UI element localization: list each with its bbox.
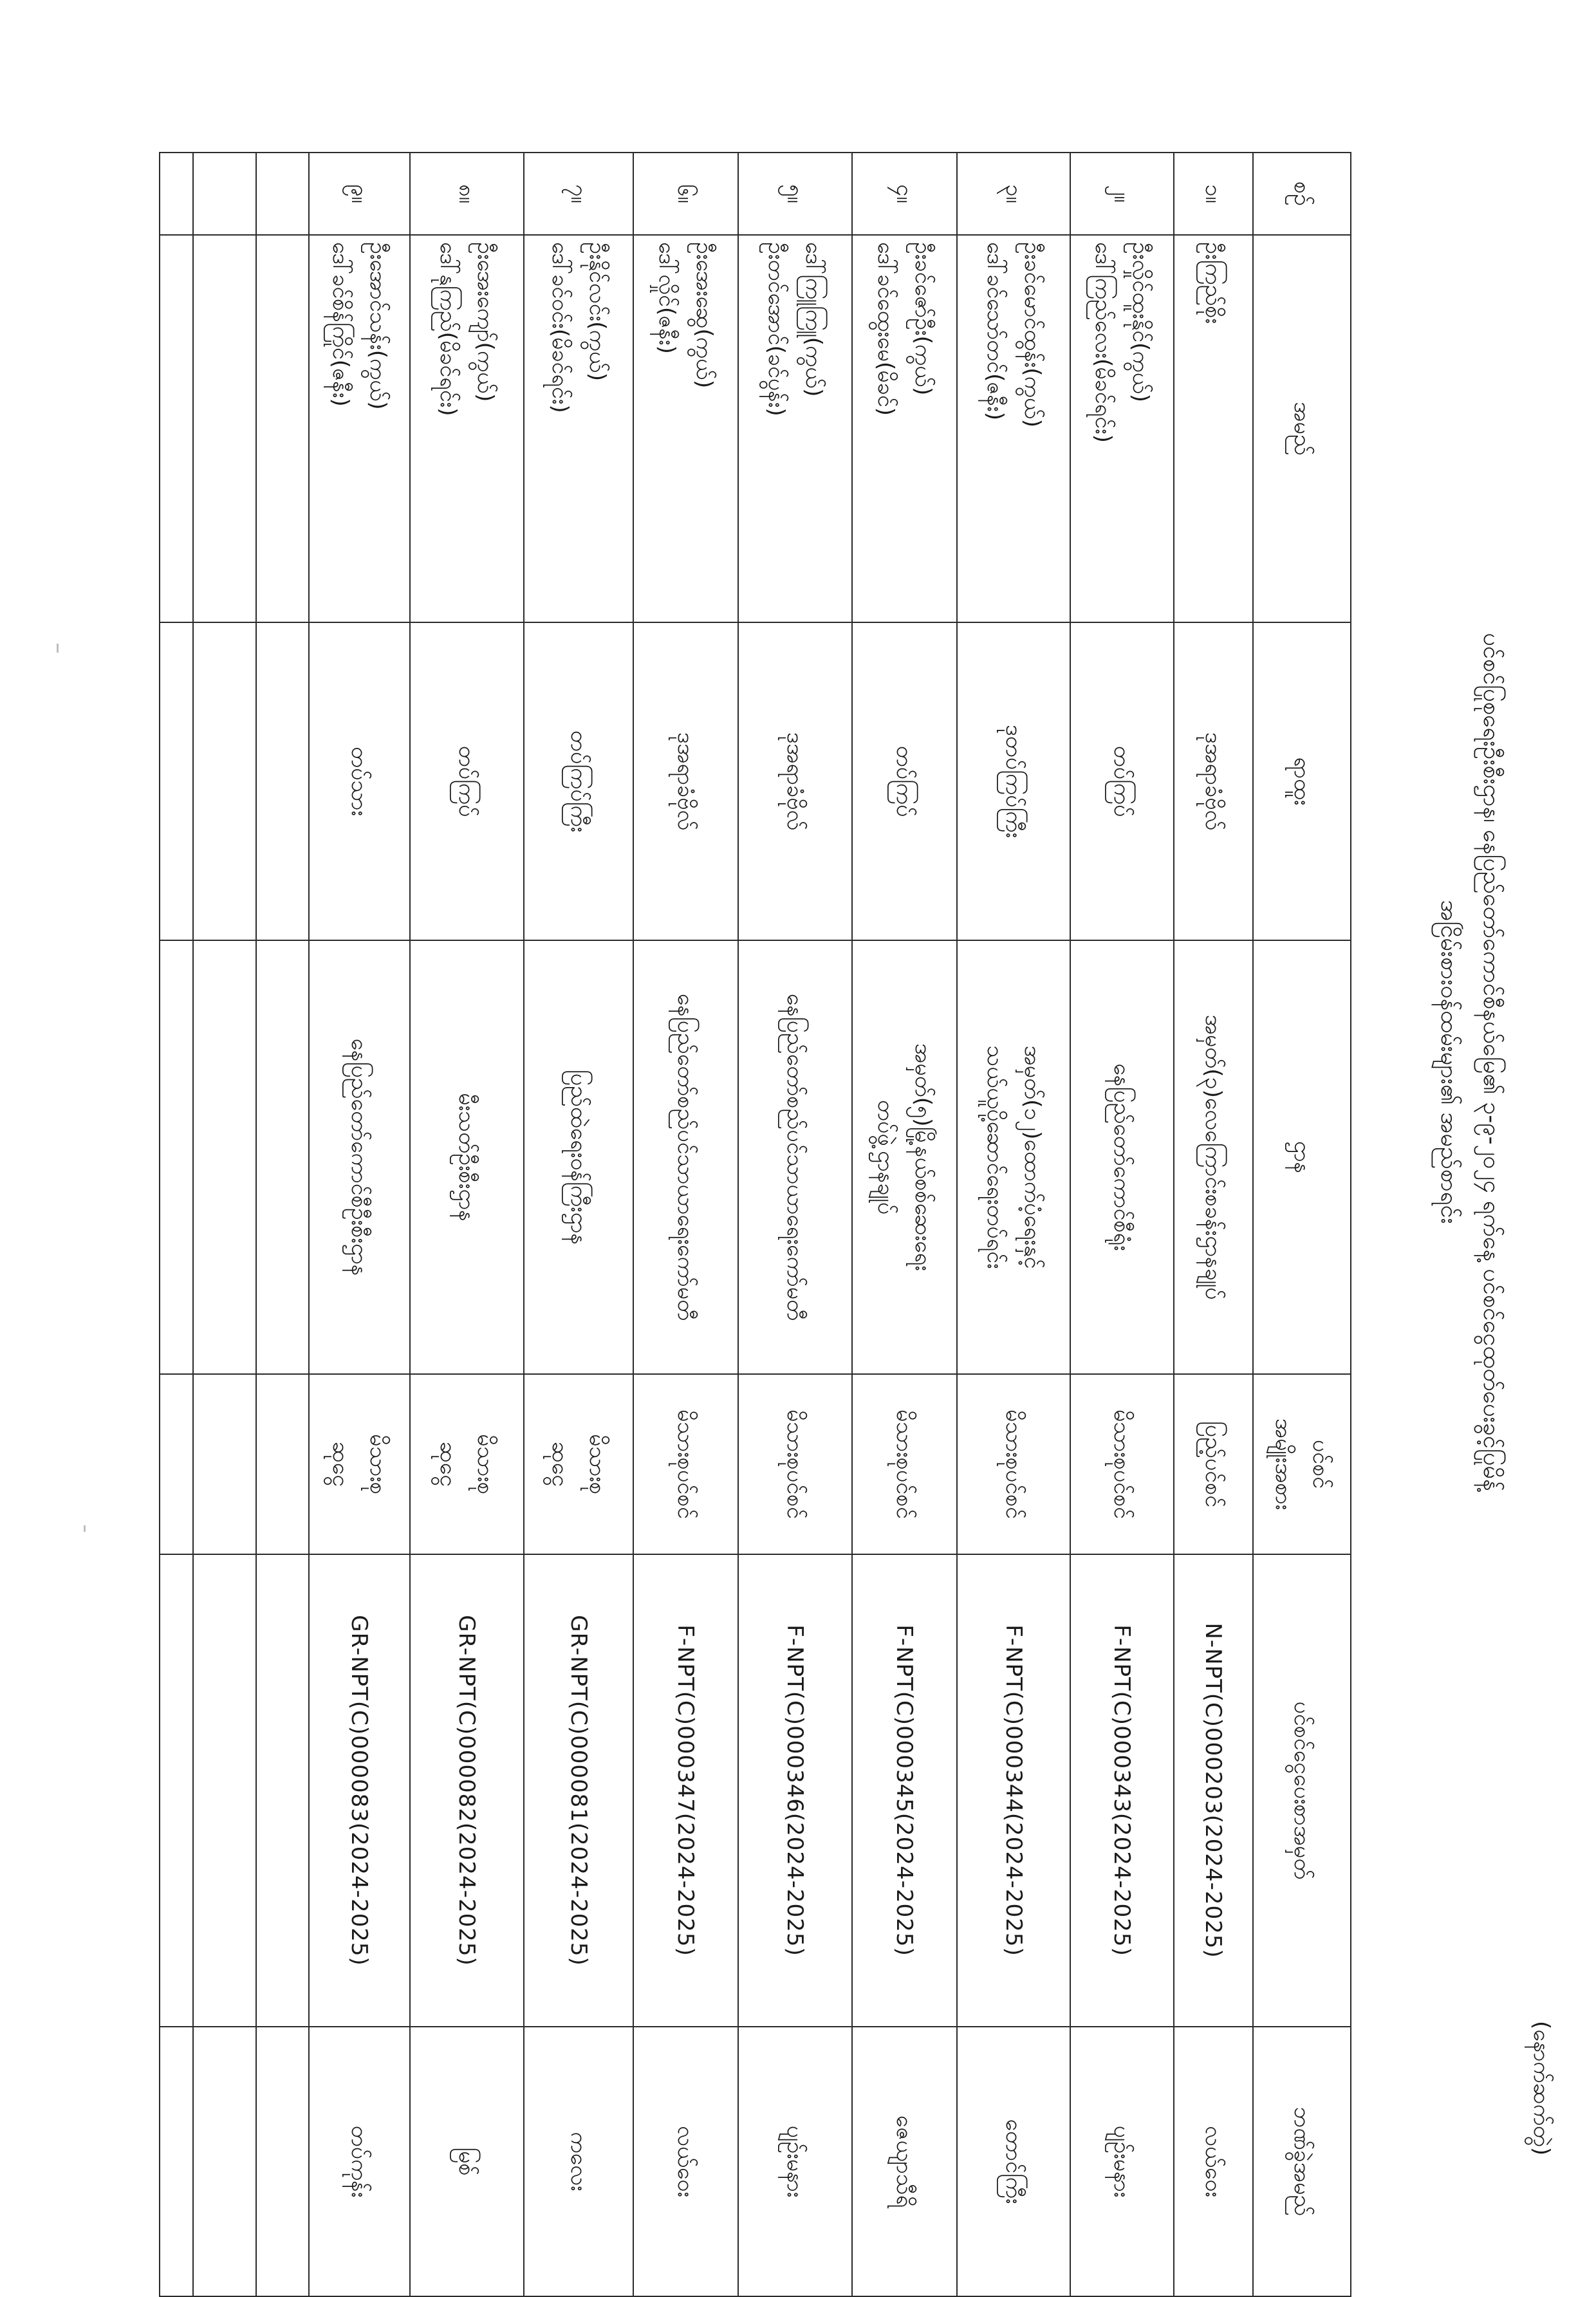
cell-order-number-text: F-NPT(C)000346(2024-2025)	[782, 1624, 808, 1957]
cell-order-number	[309, 1554, 410, 2027]
cell-name	[524, 235, 633, 622]
scan-mark	[57, 644, 59, 653]
cell-name-line-2: ဒေါ်ခင်ဝင်း(မိခင်ရင်း)	[547, 242, 573, 413]
cell-serial-text: ၃။	[1001, 184, 1026, 203]
cell-unit-line-1: အမှတ်(၁၂)ထောက်ပံ့ရေးနှင့်	[1019, 1045, 1045, 1269]
cell-rank	[1070, 622, 1174, 940]
cell-name-line-1: ဦးအေးကျော်(ကွယ်)	[472, 242, 499, 402]
table-row	[1174, 153, 1253, 2296]
cell-pension-type	[738, 1374, 852, 1554]
cell-unit	[738, 940, 852, 1374]
empty-cell	[256, 235, 309, 622]
cell-name	[410, 235, 524, 622]
cell-serial	[852, 153, 957, 235]
cell-name-line-2: ဒေါ်ခင်စိန်ကြိုင်(ဇနီး)	[328, 242, 354, 407]
empty-cell	[193, 153, 256, 235]
table-row	[524, 153, 633, 2296]
pension-table	[159, 152, 1351, 2297]
header-pension-type	[1253, 1374, 1351, 1554]
cell-unit	[309, 940, 410, 1374]
cell-bank	[1070, 2027, 1174, 2296]
cell-unit-line-1: မီးသတ်ဦးစီးဌာန	[454, 1093, 480, 1222]
cell-bank	[309, 2027, 410, 2296]
cell-name	[852, 235, 957, 622]
cell-unit	[1070, 940, 1174, 1374]
empty-cell	[160, 235, 193, 622]
cell-unit-line-1: နေပြည်တော်စည်ပင်သာယာရေးကော်မတီ	[782, 993, 808, 1321]
scan-mark	[84, 1525, 86, 1532]
cell-serial-text: ၇။	[566, 184, 591, 203]
cell-pension-type	[309, 1374, 410, 1554]
cell-serial	[309, 153, 410, 235]
cell-rank-text: တပ်သား	[346, 747, 373, 816]
header-serial: စဉ်	[1253, 153, 1351, 235]
cell-name-line-2: ဦးတင်အောင်(ခင်ပွန်း)	[763, 242, 790, 416]
cell-pension-type	[1070, 1374, 1174, 1554]
cell-unit-line-1: ပြည်ထဲရေးဝန်ကြီးဌာန	[566, 1069, 591, 1245]
cell-unit	[633, 940, 738, 1374]
cell-serial	[524, 153, 633, 235]
cell-unit-line-1: နေပြည်တော်ကောင်စီရုံး	[1109, 1063, 1135, 1251]
annex-label: (နောက်ဆက်တွဲ)	[1528, 2021, 1554, 2156]
cell-bank-text: မြစ်	[454, 2147, 480, 2176]
cell-order-number-text: F-NPT(C)000343(2024-2025)	[1109, 1624, 1135, 1957]
cell-bank-text: ပျဉ်းမနား	[782, 2125, 808, 2198]
cell-serial	[410, 153, 524, 235]
empty-cell	[256, 940, 309, 1374]
cell-serial	[1174, 153, 1253, 235]
empty-cell	[193, 940, 256, 1374]
cell-rank	[633, 622, 738, 940]
empty-row	[193, 153, 256, 2296]
cell-name-line-1: ဦးအောင်သန်း(ကွယ်)	[365, 242, 391, 410]
cell-rank-text: တပ်ကြပ်	[454, 745, 480, 817]
cell-order-number-text: N-NPT(C)000203(2024-2025)	[1200, 1623, 1227, 1958]
cell-serial-text: ၂။	[1109, 185, 1135, 203]
cell-unit	[957, 940, 1070, 1374]
cell-bank	[852, 2027, 957, 2296]
table-row	[1070, 153, 1174, 2296]
cell-bank-text: ဇေယျာသီရိ	[891, 2115, 918, 2208]
empty-cell	[160, 622, 193, 940]
cell-pension-type-line-1: မိသားစုပင်စင်	[673, 1409, 699, 1520]
cell-rank-text: တပ်ကြပ်	[1109, 745, 1135, 817]
header-name: အမည်	[1253, 235, 1351, 622]
header-order-number: ပင်စင်ငွေပေးစာအမှတ်	[1253, 1554, 1351, 2027]
cell-bank-text: လယ်ဝေး	[1200, 2125, 1227, 2198]
cell-order-number	[852, 1554, 957, 2027]
cell-name-line-1: ဦးလှိုင်ထူးနိုင်(ကွယ်)	[1127, 242, 1154, 402]
cell-pension-type	[524, 1374, 633, 1554]
cell-pension-type-line-1: မိသားစုပင်စင်	[1001, 1409, 1026, 1520]
empty-cell	[256, 153, 309, 235]
cell-unit-line-1: နေပြည်တော်ကောင်စီဦးစီးဌာန	[346, 1038, 373, 1276]
table-row	[852, 153, 957, 2296]
cell-name-line-1: ဦးခင်ဇော်ဦး(ကွယ်)	[910, 242, 936, 396]
cell-unit	[524, 940, 633, 1374]
header-unit: ဌာန	[1253, 940, 1351, 1374]
cell-order-number-text: F-NPT(C)000344(2024-2025)	[1001, 1624, 1026, 1957]
document-title	[1427, 579, 1512, 1545]
cell-unit-line-1: အမှတ်(၃)လေကြောင်းစခန်းဌာနချုပ်	[1200, 1014, 1227, 1300]
empty-cell	[160, 1554, 193, 2027]
cell-name	[633, 235, 738, 622]
cell-name	[957, 235, 1070, 622]
table-row	[738, 153, 852, 2296]
cell-pension-type-line-1: မိသားစု	[584, 1433, 610, 1495]
cell-name-line-1: ဦးနိုင်လင်း(ကွယ်)	[584, 242, 610, 382]
cell-unit-line-2: သယ်ယူပို့ဆောင်ရေးတပ်ရင်း	[982, 1045, 1008, 1269]
empty-cell	[193, 622, 256, 940]
cell-order-number	[1070, 1554, 1174, 2027]
cell-name-line-2: ဒေါ်ကြည်လေး(မိခင်ရင်း)	[1090, 242, 1117, 443]
cell-rank	[852, 622, 957, 940]
cell-order-number-text: F-NPT(C)000345(2024-2025)	[891, 1624, 918, 1957]
cell-bank	[410, 2027, 524, 2296]
empty-cell	[193, 1554, 256, 2027]
cell-serial	[957, 153, 1070, 235]
cell-serial	[738, 153, 852, 235]
empty-cell	[256, 2027, 309, 2296]
cell-name	[1174, 235, 1253, 622]
cell-bank	[633, 2027, 738, 2296]
cell-rank	[957, 622, 1070, 940]
empty-cell	[160, 153, 193, 235]
cell-unit	[1174, 940, 1253, 1374]
cell-pension-type-line-1: မိသားစုပင်စင်	[782, 1409, 808, 1520]
cell-rank-text: တပ်ကြပ်	[891, 745, 918, 817]
header-bank: ဘဏ်ခွဲအမည်	[1253, 2027, 1351, 2296]
cell-name	[309, 235, 410, 622]
cell-order-number	[410, 1554, 524, 2027]
cell-order-number-text: F-NPT(C)000347(2024-2025)	[673, 1624, 699, 1957]
cell-rank-text: ဒုအရာခံဗိုလ်	[1200, 732, 1227, 831]
cell-pension-type-line-1: မိသားစုပင်စင်	[891, 1409, 918, 1520]
cell-unit-line-1: အမှတ်(၅)မြို့နယ်စစ်ဆေးရေး	[910, 1043, 936, 1271]
cell-serial-text: ၅။	[782, 184, 808, 203]
cell-pension-type	[410, 1374, 524, 1554]
cell-bank-text: တောင်ကြီး	[1001, 2119, 1026, 2204]
table-row	[633, 153, 738, 2296]
cell-rank-text: တပ်ကြပ်ကြီး	[566, 730, 591, 833]
cell-order-number	[1174, 1554, 1253, 2027]
cell-name-line-1: ဦးကြည်စိုး	[1200, 242, 1227, 324]
empty-row	[256, 153, 309, 2296]
cell-serial-text: ၈။	[454, 184, 480, 203]
cell-bank	[738, 2027, 852, 2296]
table-row	[410, 153, 524, 2296]
cell-unit	[410, 940, 524, 1374]
cell-pension-type	[1174, 1374, 1253, 1554]
cell-serial-text: ၄။	[891, 184, 918, 203]
cell-rank	[410, 622, 524, 940]
table-row	[957, 153, 1070, 2296]
cell-order-number	[633, 1554, 738, 2027]
cell-pension-type-line-1: ပြည့်ပင်စင်	[1200, 1420, 1227, 1508]
cell-bank-text: ပျဉ်းမနား	[1109, 2125, 1135, 2198]
table-row	[309, 153, 410, 2296]
cell-name-line-2: ဒေါ်လှိုင်(ဇနီး)	[654, 242, 680, 354]
cell-name	[1070, 235, 1174, 622]
empty-row	[160, 153, 193, 2296]
empty-cell	[193, 2027, 256, 2296]
cell-rank-text: ဒုအရာခံဗိုလ်	[782, 732, 808, 831]
cell-name-line-1: ဒေါ်ကြူကြူ(ကွယ်)	[801, 242, 827, 397]
title-line-1: ပင်စင်ပြုစုရေးဦးစီးဌာန၊ နေပြည်တော်ကောင်စီနယ်မြေ၏ ၃-၉-၂၀၂၄ ရက်နေ့ ပင်စင်ငွေထုတ်ပေးခွင့်ပြုမိန့်	[1478, 633, 1505, 1491]
cell-rank-text: ဒုအရာခံဗိုလ်	[673, 732, 699, 831]
cell-name-line-2: ဒေါ်နုကြည်(မိခင်ရင်း)	[435, 242, 461, 416]
cell-bank	[957, 2027, 1070, 2296]
cell-name-line-2: ဒေါ်ခင်ထွေးမေ(မိခင်)	[873, 242, 899, 416]
cell-serial	[1070, 153, 1174, 235]
cell-bank	[524, 2027, 633, 2296]
cell-pension-type-line-1: မိသားစု	[472, 1433, 499, 1495]
cell-order-number	[957, 1554, 1070, 2027]
cell-rank	[309, 622, 410, 940]
empty-cell	[160, 940, 193, 1374]
cell-name-line-1: ဦးအေးဆွေ(ကွယ်)	[691, 242, 718, 389]
cell-order-number-text: GR-NPT(C)000082(2024-2025)	[454, 1615, 480, 1966]
cell-pension-type-line-2: ဆုငွေ	[547, 1441, 573, 1487]
cell-pension-type-line-1: မိသားစုပင်စင်	[1109, 1409, 1135, 1520]
cell-name-line-2: ဒေါ်ခင်သော်တင်(ဇနီး)	[982, 242, 1008, 421]
cell-pension-type	[957, 1374, 1070, 1554]
cell-unit-line-1: နေပြည်တော်စည်ပင်သာယာရေးကော်မတီ	[673, 993, 699, 1321]
table-header-row	[1253, 153, 1351, 2296]
cell-serial-text: ၁။	[1200, 184, 1227, 203]
header-rank: ရာထူး	[1253, 622, 1351, 940]
cell-pension-type	[633, 1374, 738, 1554]
cell-serial-text: ၆။	[673, 184, 699, 203]
cell-pension-type-line-2: ဆုငွေ	[435, 1441, 461, 1487]
cell-order-number	[524, 1554, 633, 2027]
cell-unit-line-2: တပ်ဖွဲ့ဌာနချုပ်	[873, 1099, 899, 1215]
header-pension-type-line-1: ပင်စင်	[1308, 1439, 1333, 1489]
empty-cell	[193, 1374, 256, 1554]
cell-pension-type	[852, 1374, 957, 1554]
cell-name	[738, 235, 852, 622]
cell-bank-text: ကလေး	[566, 2132, 591, 2191]
empty-cell	[193, 235, 256, 622]
cell-serial-text: ၉။	[346, 184, 373, 203]
empty-cell	[160, 1374, 193, 1554]
cell-rank	[738, 622, 852, 940]
cell-bank	[1174, 2027, 1253, 2296]
cell-order-number-text: GR-NPT(C)000083(2024-2025)	[346, 1615, 373, 1966]
cell-name-line-1: ဦးခင်မောင်ထွန်း(ကွယ်)	[1019, 242, 1045, 428]
empty-cell	[256, 1554, 309, 2027]
empty-cell	[160, 2027, 193, 2296]
cell-rank	[1174, 622, 1253, 940]
empty-cell	[256, 1374, 309, 1554]
cell-pension-type-line-2: ဆုငွေ	[328, 1441, 354, 1487]
cell-serial	[633, 153, 738, 235]
header-pension-type-line-2: အမျိုးအစား	[1270, 1418, 1296, 1511]
cell-order-number-text: GR-NPT(C)000081(2024-2025)	[566, 1615, 591, 1966]
cell-rank-text: ဒုတပ်ကြပ်ကြီး	[1001, 724, 1026, 839]
empty-cell	[256, 622, 309, 940]
title-line-2: အငြိမ်းစားဝန်ထမ်းများ၏ အမည်စာရင်း	[1436, 900, 1462, 1224]
cell-rank	[524, 622, 633, 940]
cell-bank-text: တပ်ကုန်း	[346, 2125, 373, 2198]
cell-pension-type-line-1: မိသားစု	[365, 1433, 391, 1495]
cell-unit	[852, 940, 957, 1374]
cell-bank-text: လယ်ဝေး	[673, 2125, 699, 2198]
cell-order-number	[738, 1554, 852, 2027]
table-body	[309, 153, 1253, 2296]
